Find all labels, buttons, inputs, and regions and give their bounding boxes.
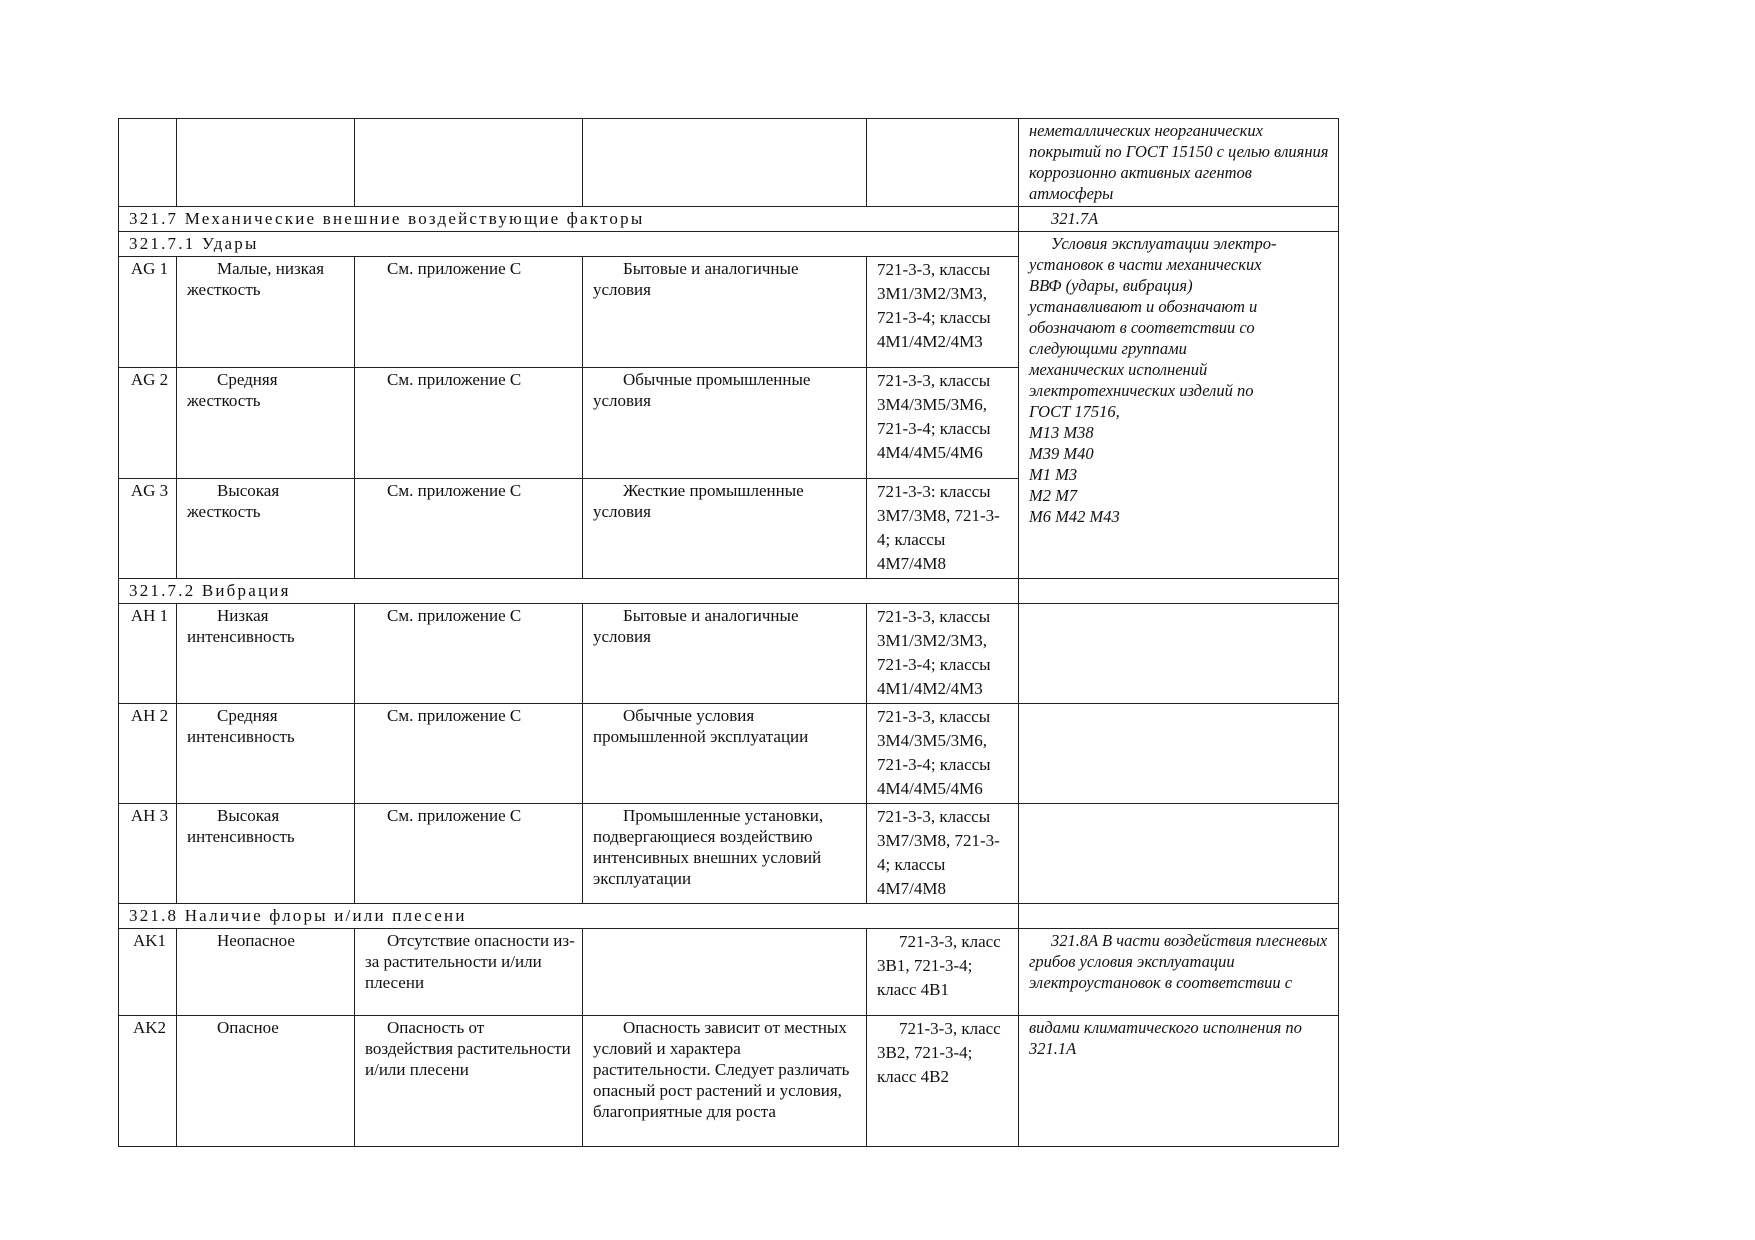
row-code: AK2	[119, 1016, 177, 1147]
row-name: Низкая интенсивность	[177, 604, 355, 704]
row-standard: 721-3-3, классы 3M4/3M5/3M6, 721-3-4; классы 4M4/4M5/4M6	[867, 704, 1019, 804]
shock-note-line: механических исполнений	[1029, 360, 1208, 379]
shock-note-line: обозначают в соответствии со	[1029, 318, 1255, 337]
empty-cell	[1019, 704, 1339, 804]
shock-note-line: электротехнических изделий по	[1029, 381, 1254, 400]
shock-note-line: следующими группами	[1029, 339, 1187, 358]
shock-note-line: М2 М7	[1029, 486, 1078, 505]
row-description: Бытовые и аналогичные условия	[583, 257, 867, 368]
empty-cell	[1019, 904, 1339, 929]
empty-cell	[1019, 804, 1339, 904]
row-name: Средняя интенсивность	[177, 704, 355, 804]
row-reference: Опасность от воздействия растительности и/или плесени	[355, 1016, 583, 1147]
row-name: Опасное	[177, 1016, 355, 1147]
empty-cell	[1019, 604, 1339, 704]
flora-note: 321.8A В части воздействия плесневых грибов условия эксплуатации электроустановок в соответствии с	[1019, 929, 1339, 1016]
row-code: AH 1	[119, 604, 177, 704]
table-row	[119, 704, 1339, 804]
row-reference: Отсутствие опасности из-за растительности и/или плесени	[355, 929, 583, 1016]
shock-note-line: М13 М38	[1029, 423, 1094, 442]
row-code: AH 2	[119, 704, 177, 804]
table-row	[119, 604, 1339, 704]
section-title-mechanical: 321.7 Механические внешние воздействующие факторы	[119, 207, 1019, 232]
row-description: Опасность зависит от местных условий и характера растительности. Следует различать опасный рост растений и условия, благоприятные для роста	[583, 1016, 867, 1147]
section-title-flora: 321.8 Наличие флоры и/или плесени	[119, 904, 1019, 929]
empty-cell	[867, 119, 1019, 207]
shock-note-line: устанавливают и обозначают и	[1029, 297, 1258, 316]
row-code: AG 2	[119, 368, 177, 479]
shock-note-line: Условия эксплуатации электро-	[1051, 234, 1277, 253]
section-row-shock	[119, 232, 1339, 257]
table-row	[119, 929, 1339, 1016]
shock-note-line: М39 М40	[1029, 444, 1094, 463]
row-name: Неопасное	[177, 929, 355, 1016]
row-reference: См. приложение С	[355, 368, 583, 479]
row-code: AG 3	[119, 479, 177, 579]
row-reference: См. приложение С	[355, 804, 583, 904]
empty-cell	[1019, 579, 1339, 604]
row-standard: 721-3-3, классы 3M7/3M8, 721-3-4; классы 4M7/4M8	[867, 804, 1019, 904]
empty-cell	[177, 119, 355, 207]
row-name: Высокая жесткость	[177, 479, 355, 579]
section-ref-mechanical: 321.7A	[1019, 207, 1339, 232]
classification-table	[118, 118, 1339, 1147]
section-row-flora	[119, 904, 1339, 929]
flora-note: видами климатического исполнения по 321.1A	[1019, 1016, 1339, 1147]
shock-note	[1019, 232, 1339, 579]
shock-note-line: М1 М3	[1029, 465, 1078, 484]
row-reference: См. приложение С	[355, 604, 583, 704]
row-standard: 721-3-3: классы 3M7/3M8, 721-3-4; классы 4M7/4M8	[867, 479, 1019, 579]
section-row-mechanical	[119, 207, 1339, 232]
row-standard: 721-3-3, класс 3B2, 721-3-4; класс 4B2	[867, 1016, 1019, 1147]
shock-note-line: ВВФ (удары, вибрация)	[1029, 276, 1193, 295]
shock-note-line: ГОСТ 17516,	[1029, 402, 1120, 421]
row-name: Средняя жесткость	[177, 368, 355, 479]
top-note: неметаллических неорганических покрытий по ГОСТ 15150 с целью влияния коррозионно активных агентов атмосферы	[1019, 119, 1339, 207]
row-reference: См. приложение С	[355, 257, 583, 368]
row-description: Жесткие промышленные условия	[583, 479, 867, 579]
shock-note-line: установок в части механических	[1029, 255, 1262, 274]
section-row-vibration	[119, 579, 1339, 604]
row-reference: См. приложение С	[355, 479, 583, 579]
row-description	[583, 929, 867, 1016]
table-row	[119, 1016, 1339, 1147]
section-title-vibration: 321.7.2 Вибрация	[119, 579, 1019, 604]
row-description: Обычные условия промышленной эксплуатации	[583, 704, 867, 804]
row-code: AK1	[119, 929, 177, 1016]
row-reference: См. приложение С	[355, 704, 583, 804]
row-standard: 721-3-3, классы 3M1/3M2/3M3, 721-3-4; классы 4M1/4M2/4M3	[867, 604, 1019, 704]
empty-cell	[119, 119, 177, 207]
carryover-row	[119, 119, 1339, 207]
row-name: Малые, низкая жесткость	[177, 257, 355, 368]
row-description: Бытовые и аналогичные условия	[583, 604, 867, 704]
row-code: AH 3	[119, 804, 177, 904]
shock-note-line: М6 М42 М43	[1029, 507, 1120, 526]
row-description: Обычные промышленные условия	[583, 368, 867, 479]
row-standard: 721-3-3, классы 3M4/3M5/3M6, 721-3-4; классы 4M4/4M5/4M6	[867, 368, 1019, 479]
table-row	[119, 804, 1339, 904]
row-description: Промышленные установки, подвергающиеся воздействию интенсивных внешних условий эксплуатации	[583, 804, 867, 904]
row-standard: 721-3-3, классы 3M1/3M2/3M3, 721-3-4; классы 4M1/4M2/4M3	[867, 257, 1019, 368]
row-name: Высокая интенсивность	[177, 804, 355, 904]
empty-cell	[583, 119, 867, 207]
section-title-shock: 321.7.1 Удары	[119, 232, 1019, 257]
empty-cell	[355, 119, 583, 207]
row-standard: 721-3-3, класс 3B1, 721-3-4; класс 4B1	[867, 929, 1019, 1016]
row-code: AG 1	[119, 257, 177, 368]
